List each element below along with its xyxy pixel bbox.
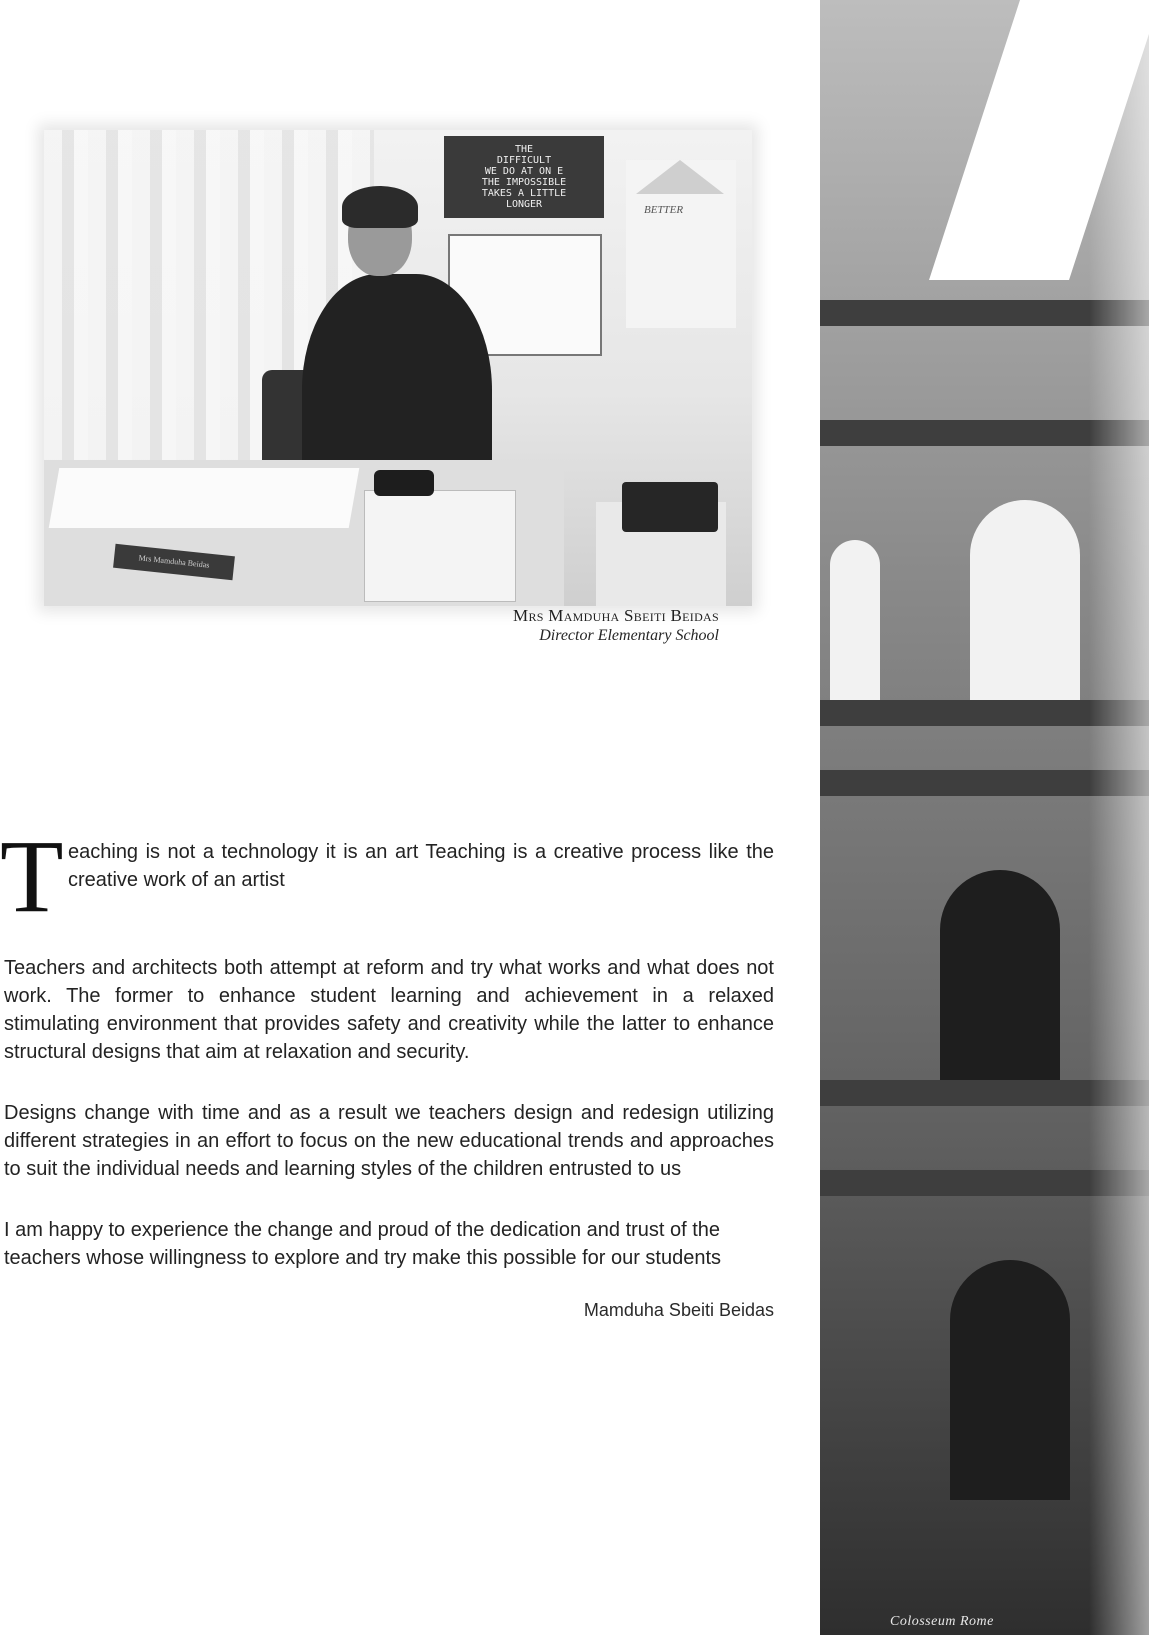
- colosseum-label: Colosseum Rome: [890, 1614, 994, 1629]
- radio: [622, 482, 718, 532]
- caption-role: Director Elementary School: [539, 627, 719, 644]
- hair: [342, 186, 418, 228]
- signature: Mamduha Sbeiti Beidas: [583, 1300, 774, 1320]
- photo-caption: [395, 606, 719, 645]
- arch-opening: [830, 540, 880, 700]
- sign-line: LONGER: [505, 199, 543, 210]
- paragraph-4: I am happy to experience the change and proud of the dedication and trust of the teachers whose willingness to explore and try make this possible for our students: [4, 1219, 722, 1269]
- arch-opening: [970, 500, 1080, 700]
- director-photo: [44, 130, 752, 606]
- sign-line: THE IMPOSSIBLE: [481, 177, 567, 188]
- edge-fade: [1089, 0, 1149, 1635]
- desk-papers: [49, 468, 360, 528]
- sign-line: WE DO AT ON E: [484, 166, 564, 177]
- triangle-drawing: [636, 160, 724, 194]
- colosseum-photo: [820, 0, 1149, 1635]
- caption-name: Mrs Mamduha Sbeiti Beidas: [513, 606, 719, 625]
- desk: [44, 460, 564, 606]
- sign-line: DIFFICULT: [496, 155, 552, 166]
- paragraph-3: Designs change with time and as a result we teachers design and redesign utilizing different strategies in an effort to focus on the new educational trends and approaches to suit the individual needs and learning styles of the children entrusted to us: [4, 1102, 774, 1180]
- wall-chart: [626, 160, 736, 328]
- telephone: [374, 470, 434, 496]
- sign-line: THE: [514, 144, 534, 155]
- sign-line: TAKES A LITTLE: [481, 188, 567, 199]
- arch-opening: [940, 870, 1060, 1080]
- file-tray: [364, 490, 516, 602]
- paragraph-1: eaching is not a technology it is an art Teaching is a creative process like the creative work of an artist: [68, 841, 774, 891]
- desk-nameplate: Mrs Mamduha Beidas: [113, 544, 235, 580]
- wall-chart-heading: BETTER: [644, 204, 684, 216]
- paragraph-2: Teachers and architects both attempt at reform and try what works and what does not work. The former to enhance student learning and achievement in a relaxed stimulating environment that provides safety and creativity while the latter to enhance structural designs that aim at relaxation and security.: [4, 957, 774, 1063]
- arch-opening: [950, 1260, 1070, 1500]
- drop-cap: T: [0, 819, 64, 934]
